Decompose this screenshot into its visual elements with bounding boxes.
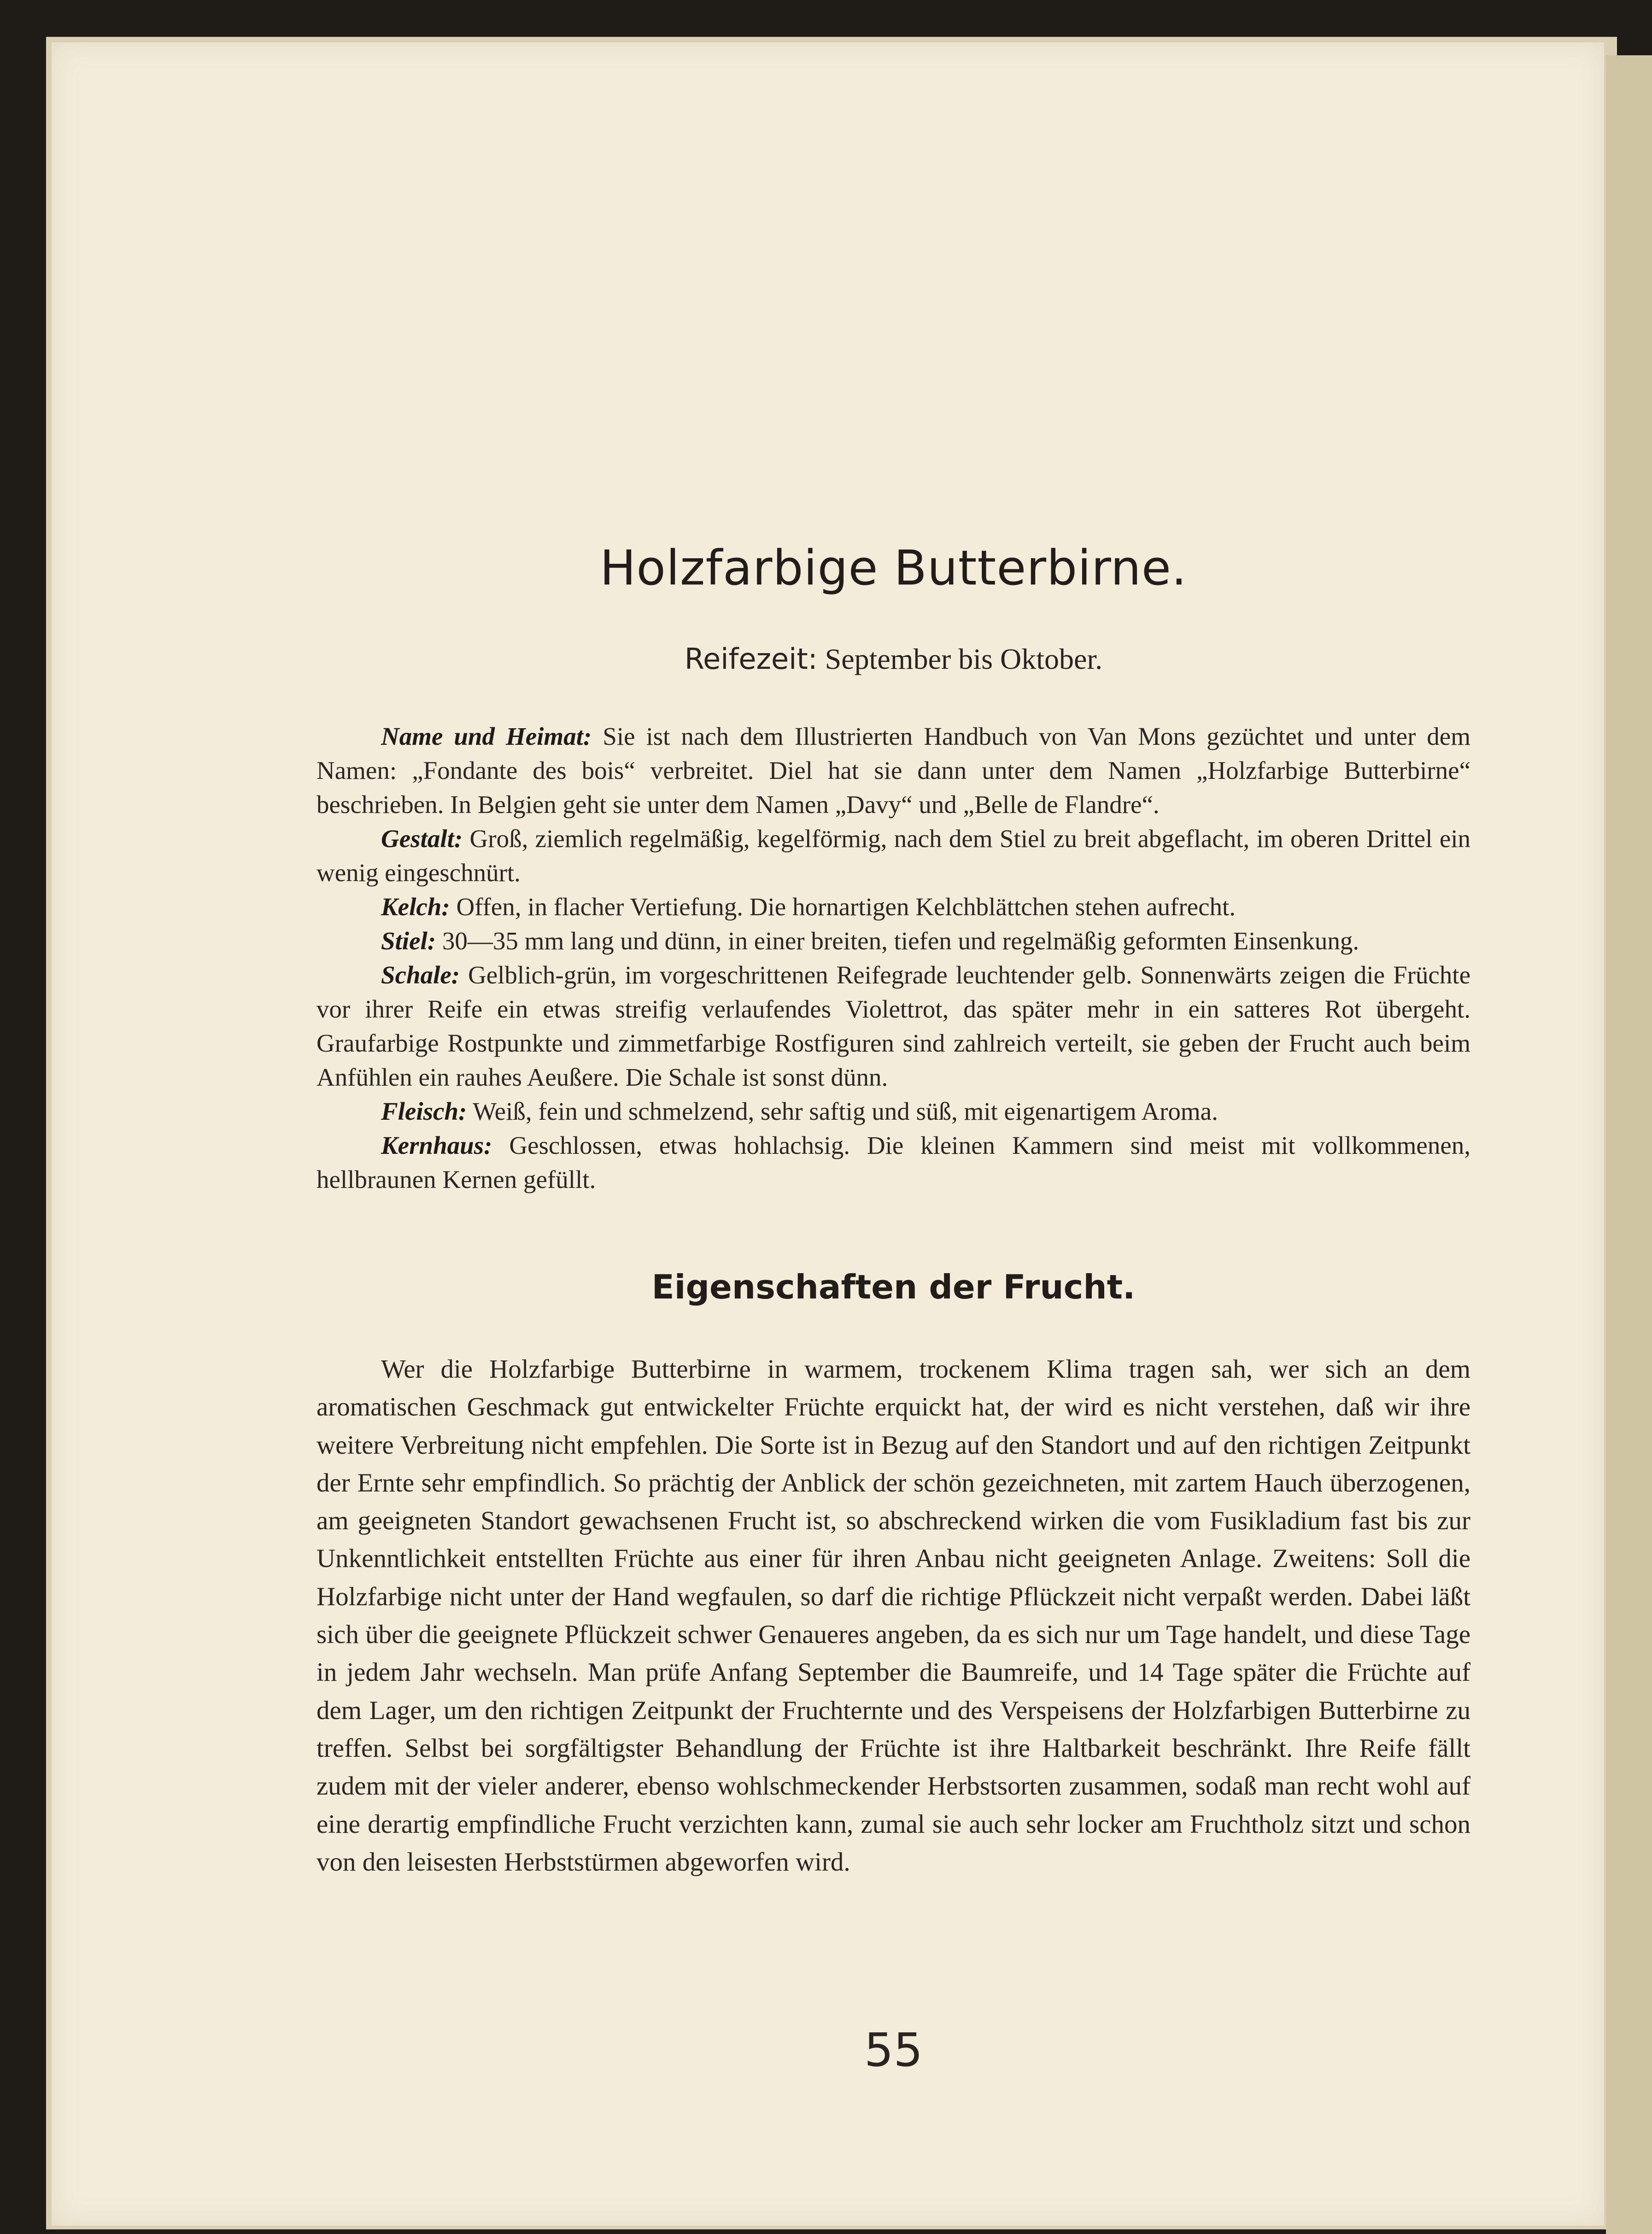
description-block — [316, 719, 1470, 1197]
page-title: Holzfarbige Butterbirne. — [600, 540, 1187, 596]
description-label: Fleisch: — [381, 1097, 467, 1125]
ripening-line — [316, 642, 1470, 676]
description-text: Groß, ziemlich regelmäßig, kegelförmig, nach dem Stiel zu breit abgeflacht, im oberen Drittel ein wenig eingeschnürt. — [316, 825, 1471, 887]
description-label: Kelch: — [381, 893, 450, 921]
description-label: Kernhaus: — [381, 1131, 492, 1159]
page-number: 55 — [864, 2023, 923, 2077]
description-label: Gestalt: — [381, 825, 463, 853]
book-page — [52, 42, 1604, 2226]
description-text: Offen, in flacher Vertiefung. Die hornartigen Kelchblättchen stehen aufrecht. — [456, 893, 1236, 921]
body-paragraph: Wer die Holzfarbige Butterbirne in warmem, trockenem Klima tragen sah, wer sich an dem aromatischen Geschmack gut entwickelter Früchte erquickt hat, der wird es nicht verstehen, daß wir ihre weitere Verbreitung nicht empfehlen. Die Sorte ist in Bezug auf den Standort und auf den richtigen Zeitpunkt der Ernte sehr empfindlich. So prächtig der Anblick der schön gezeichneten, mit zartem Hauch überzogenen, am geeigneten Standort gewachsenen Frucht ist, so abschreckend wirken die vom Fusikladium fast bis zur Unkenntlichkeit entstellten Früchte aus einer für ihren Anbau nicht geeigneten Anlage. Zweitens: Soll die Holzfarbige nicht unter der Hand wegfaulen, so darf die richtige Pflückzeit nicht verpaßt werden. Dabei läßt sich über die geeignete Pflückzeit schwer Genaueres angeben, da es sich nur um Tage handelt, und diese Tage in jedem Jahr wechseln. Man prüfe Anfang September die Baumreife, und 14 Tage später die Früchte auf dem Lager, um den richtigen Zeitpunkt der Fruchternte und des Verspeisens der Holzfarbigen Butterbirne zu treffen. Selbst bei sorgfältigster Behandlung der Früchte ist ihre Haltbarkeit beschränkt. Ihre Reife fällt zudem mit der vieler anderer, ebenso wohlschmeckender Herbstsorten zusammen, sodaß man recht wohl auf eine derartig empfindliche Frucht verzichten kann, zumal sie auch sehr locker am Fruchtholz sitzt und schon von den leisesten Herbststürmen abgeworfen wird. — [316, 1355, 1470, 1877]
description-text: Weiß, fein und schmelzend, sehr saftig und süß, mit eigenartigem Aroma. — [473, 1097, 1218, 1125]
ripening-label: Reifezeit: — [684, 642, 818, 676]
description-paragraph — [316, 1094, 1470, 1129]
description-text: Gelblich-grün, im vorgeschrittenen Reifegrade leuchtender gelb. Sonnenwärts zeigen die Früchte vor ihrer Reife ein etwas streifig verlaufendes Violettrot, das später mehr in ein satteres Rot übergeht. Graufarbige Rostpunkte und zimmetfarbige Rostfiguren sind zahlreich verteilt, sie geben der Frucht auch beim Anfühlen ein rauhes Aeußere. Die Schale ist sonst dünn. — [316, 961, 1470, 1091]
backing-board-edge — [1606, 55, 1652, 2234]
section-title: Eigenschaften der Frucht. — [651, 1268, 1136, 1306]
description-label: Schale: — [381, 961, 460, 989]
description-paragraph — [316, 958, 1470, 1094]
description-text: Geschlossen, etwas hohlachsig. Die kleinen Kammern sind meist mit vollkommenen, hellbraunen Kernen gefüllt. — [316, 1131, 1471, 1193]
description-text: 30—35 mm lang und dünn, in einer breiten, tiefen und regelmäßig geformten Einsenkung. — [442, 927, 1359, 955]
ripening-value: September bis Oktober. — [825, 643, 1103, 675]
description-paragraph — [316, 924, 1470, 958]
description-paragraph — [316, 719, 1470, 822]
description-label: Stiel: — [381, 927, 436, 955]
description-paragraph — [316, 890, 1470, 924]
description-paragraph — [316, 822, 1470, 890]
description-label: Name und Heimat: — [381, 722, 592, 750]
description-text: Sie ist nach dem Illustrierten Handbuch von Van Mons gezüchtet und unter dem Namen: „Fondante des bois“ verbreitet. Diel hat sie dann unter dem Namen „Holzfarbige Butterbirne“ beschrieben. In Belgien geht sie unter dem Namen „Davy“ und „Belle de Flandre“. — [316, 722, 1470, 819]
description-paragraph — [316, 1129, 1470, 1197]
